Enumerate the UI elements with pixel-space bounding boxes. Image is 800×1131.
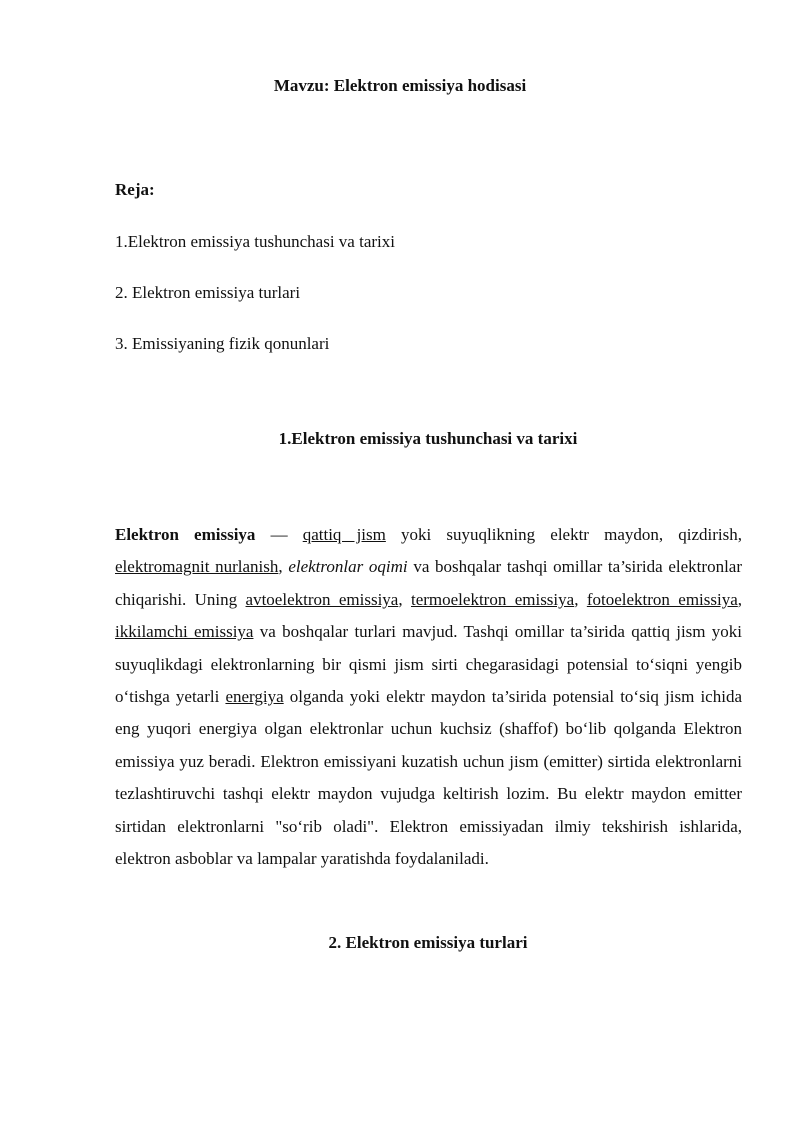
plan-item-1: 1.Elektron emissiya tushunchasi va tarixi xyxy=(115,232,395,251)
plan-item-2: 2. Elektron emissiya turlari xyxy=(115,283,301,302)
text-run: yoki suyuqlikning elektr maydon, qizdirish, xyxy=(385,525,743,544)
link-qattiq-jism[interactable]: qattiq jism xyxy=(302,525,386,544)
text-run: , xyxy=(278,557,289,577)
section-1-paragraph xyxy=(115,519,742,875)
text-run: va boshqalar tashqi omillar ta’sirida elektronlar chiqarishi. Uning xyxy=(115,557,742,609)
section-2-heading: 2. Elektron emissiya turlari xyxy=(328,933,528,952)
italic-elektronlar-oqimi: elektronlar oqimi xyxy=(288,557,408,577)
link-energiya[interactable]: energiya xyxy=(225,687,284,707)
link-fotoelektron-emissiya[interactable]: fotoelektron emissiya xyxy=(586,589,738,609)
plan-label: Reja: xyxy=(115,180,155,199)
text-run: olganda yoki elektr maydon ta’sirida potensial to‘siq jism ichida eng yuqori energiya olgan elektronlar uchun kuchsiz (shaffof) bo‘lib qolganda Elektron emissiya yuz beradi. Elektron emissiyani kuzatish uchun jism (emitter) sirtida elektronlarni tezlashtiruvchi tashqi elektr maydon vujudga keltirish lozim. Bu elektr maydon emitter sirtidan elektronlarni "so‘rib oladi". Elektron emissiyadan ilmiy tekshirish ishlarida, elektron asboblar va lampalar yaratishda foydalaniladi. xyxy=(115,687,742,869)
document-title: Mavzu: Elektron emissiya hodisasi xyxy=(273,76,527,95)
link-avtoelektron-emissiya[interactable]: avtoelektron emissiya xyxy=(245,589,399,609)
text-run: , xyxy=(574,589,587,609)
section-1-heading: 1.Elektron emissiya tushunchasi va tarixi xyxy=(278,429,578,448)
link-ikkilamchi-emissiya[interactable]: ikkilamchi emissiya xyxy=(115,622,254,642)
plan-item-3: 3. Emissiyaning fizik qonunlari xyxy=(115,334,330,353)
lead-term: Elektron emissiya xyxy=(115,525,256,544)
link-elektromagnit-nurlanish[interactable]: elektromagnit nurlanish xyxy=(115,557,279,577)
text-run: va boshqalar turlari mavjud. Tashqi omillar ta’sirida qattiq jism yoki suyuqlikdagi elektronlarning bir qismi jism sirti chegarasidagi potensial to‘siqni yengib o‘tishga yetarli xyxy=(115,622,742,707)
text-run: — xyxy=(255,525,303,544)
link-termoelektron-emissiya[interactable]: termoelektron emissiya xyxy=(410,589,575,609)
text-run: , xyxy=(398,589,411,609)
text-run: , xyxy=(737,589,743,609)
